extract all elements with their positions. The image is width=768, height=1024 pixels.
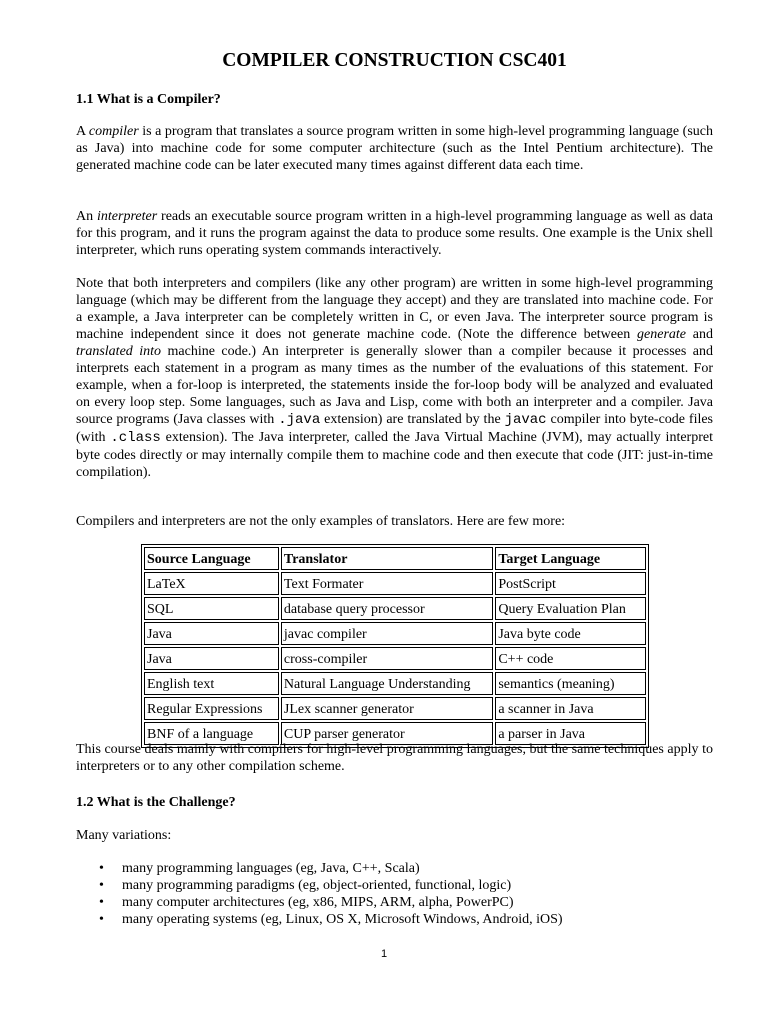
table-cell: LaTeX (144, 572, 279, 595)
table-cell: JLex scanner generator (281, 697, 493, 720)
paragraph-interpreter-vs-compiler: Note that both interpreters and compilers (like any other program) are written in some high-level programming language (which may be different from the language they accept) and they are translated into machine code. For a example, a Java interpreter can be completely written in C, or even Java. The interpreter source program is machine independent since it does not generate machine code. (Note the difference between generate and translated into machine code.) An interpreter is generally slower than a compiler because it processes and interprets each statement in a program as many times as the number of the evaluations of this statement. For example, when a for-loop is interpreted, the statements inside the for-loop body will be analyzed and evaluated on every loop step. Some languages, such as Java and Lisp, come with both an interpreter and a compiler. Java source programs (Java classes with .java extension) are translated by the javac compiler into byte-code files (with .class extension). The Java interpreter, called the Java Virtual Machine (JVM), may actually interpret byte codes directly or may internally compile them to machine code and then execute that code (JIT: just-in-time compilation). (76, 276, 714, 480)
list-item: • many operating systems (eg, Linux, OS X, Microsoft Windows, Android, iOS) (99, 912, 563, 927)
paragraph-interpreter-definition: An interpreter reads an executable source program written in a high-level programming language as well as data for this program, and it runs the program against the data to produce some results. One example is the Unix shell interpreter, which runs operating system commands interactively. (76, 209, 713, 258)
translators-table (141, 544, 649, 748)
table-cell: cross-compiler (281, 647, 493, 670)
table-row (144, 572, 646, 595)
table-cell: javac compiler (281, 622, 493, 645)
code-class-extension: .class (110, 430, 161, 446)
list-item: • many programming languages (eg, Java, C++, Scala) (99, 861, 420, 876)
table-row (144, 622, 646, 645)
code-javac: javac (504, 412, 547, 428)
bullet-icon: • (99, 878, 104, 893)
table-cell: Java byte code (495, 622, 646, 645)
table-header-row (144, 547, 646, 570)
section-1-heading: 1.1 What is a Compiler? (76, 92, 221, 107)
paragraph-course-scope: This course deals mainly with compilers for high-level programming languages, but the same techniques apply to interpreters or to any other compilation scheme. (76, 742, 713, 774)
table-header-cell: Target Language (495, 547, 646, 570)
table-row (144, 697, 646, 720)
table-cell: Java (144, 647, 279, 670)
bullet-icon: • (99, 912, 104, 927)
table-row (144, 672, 646, 695)
table-cell: PostScript (495, 572, 646, 595)
table-cell: BNF of a language (144, 722, 279, 745)
table-cell: English text (144, 672, 279, 695)
list-item: • many programming paradigms (eg, object-oriented, functional, logic) (99, 878, 512, 893)
table-cell: C++ code (495, 647, 646, 670)
table-cell: a parser in Java (495, 722, 646, 745)
table-row (144, 597, 646, 620)
table-cell: Java (144, 622, 279, 645)
page-number: 1 (380, 948, 388, 960)
table-cell: Text Formater (281, 572, 493, 595)
document-title: COMPILER CONSTRUCTION CSC401 (222, 50, 567, 71)
variations-list (76, 860, 713, 928)
table-header-cell: Source Language (144, 547, 279, 570)
section-2-heading: 1.2 What is the Challenge? (76, 795, 236, 810)
table-cell: semantics (meaning) (495, 672, 646, 695)
table-cell: SQL (144, 597, 279, 620)
paragraph-variations-intro: Many variations: (76, 828, 172, 843)
paragraph-translators-intro: Compilers and interpreters are not the only examples of translators. Here are few more: (76, 514, 566, 529)
table-cell: Regular Expressions (144, 697, 279, 720)
bullet-icon: • (99, 861, 104, 876)
table-cell: database query processor (281, 597, 493, 620)
table-cell: CUP parser generator (281, 722, 493, 745)
paragraph-compiler-definition: A compiler is a program that translates a source program written in some high-level programming language (such as Java) into machine code for some computer architecture (such as the Intel Pentium architecture). The generated machine code can be later executed many times against different data each time. (76, 124, 713, 173)
list-item: • many computer architectures (eg, x86, MIPS, ARM, alpha, PowerPC) (99, 895, 514, 910)
table-cell: Query Evaluation Plan (495, 597, 646, 620)
bullet-icon: • (99, 895, 104, 910)
table-cell: Natural Language Understanding (281, 672, 493, 695)
table-cell: a scanner in Java (495, 697, 646, 720)
table-header-cell: Translator (281, 547, 493, 570)
code-java-extension: .java (278, 412, 321, 428)
table-row (144, 647, 646, 670)
